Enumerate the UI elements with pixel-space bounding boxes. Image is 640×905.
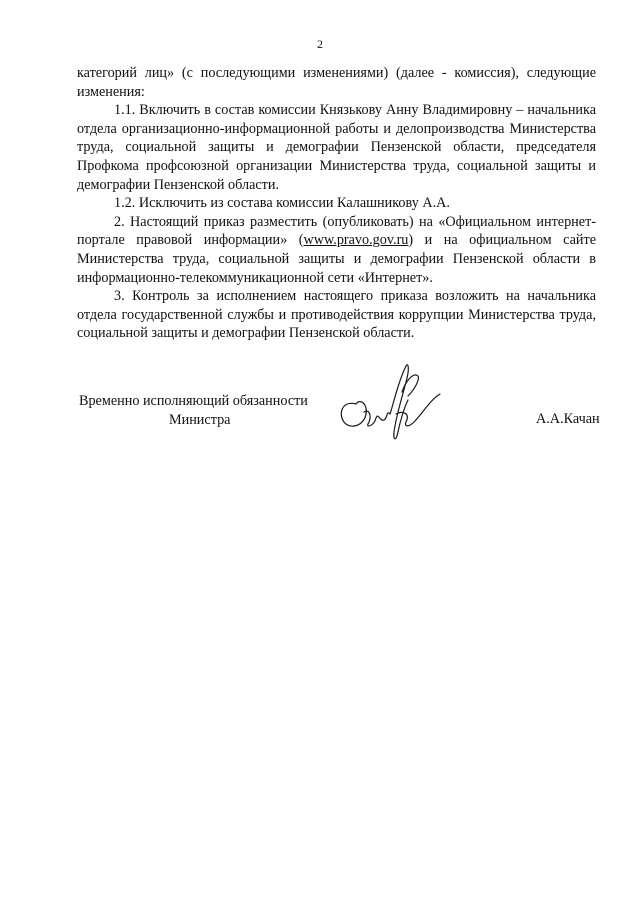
- paragraph-2-before: 2. Настоящий приказ разместить (опубликовать) на «Официальном интернет-портале правовой информации» (: [77, 213, 596, 249]
- document-body: [77, 64, 596, 343]
- handwritten-signature: [334, 352, 444, 452]
- paragraph-2-after: ) и на официальном сайте Министерства труда, социальной защиты и демографии Пензенской области в информационно-телекоммуникационной сети «Интернет».: [77, 232, 597, 286]
- pravo-link[interactable]: www.pravo.gov.ru: [303, 232, 409, 249]
- paragraph-1-2: 1.2. Исключить из состава комиссии Калашникову А.А.: [114, 195, 450, 212]
- signatory-title-line2: Министра: [169, 411, 231, 428]
- paragraph-3: 3. Контроль за исполнением настоящего приказа возложить на начальника отдела государственной службы и противодействия коррупции Министерства труда, социальной защиты и демографии Пензенской области.: [77, 288, 596, 342]
- signatory-name: А.А.Качан: [536, 411, 600, 427]
- page-number: 2: [317, 37, 323, 51]
- paragraph-intro: категорий лиц» (с последующими изменениями) (далее - комиссия), следующие изменения:: [77, 65, 596, 100]
- signatory-title-line1: Временно исполняющий обязанности: [79, 393, 308, 409]
- paragraph-2: [77, 213, 596, 287]
- signatory-title: [79, 392, 308, 429]
- paragraph-1-1: 1.1. Включить в состав комиссии Князькову Анну Владимировну – начальника отдела организационно-информационной работы и делопроизводства Министерства труда, социальной защиты и демографии Пензенской области, председателя Профкома профсоюзной организации Министерства труда, социальной защиты и демографии Пензенской области.: [77, 102, 596, 193]
